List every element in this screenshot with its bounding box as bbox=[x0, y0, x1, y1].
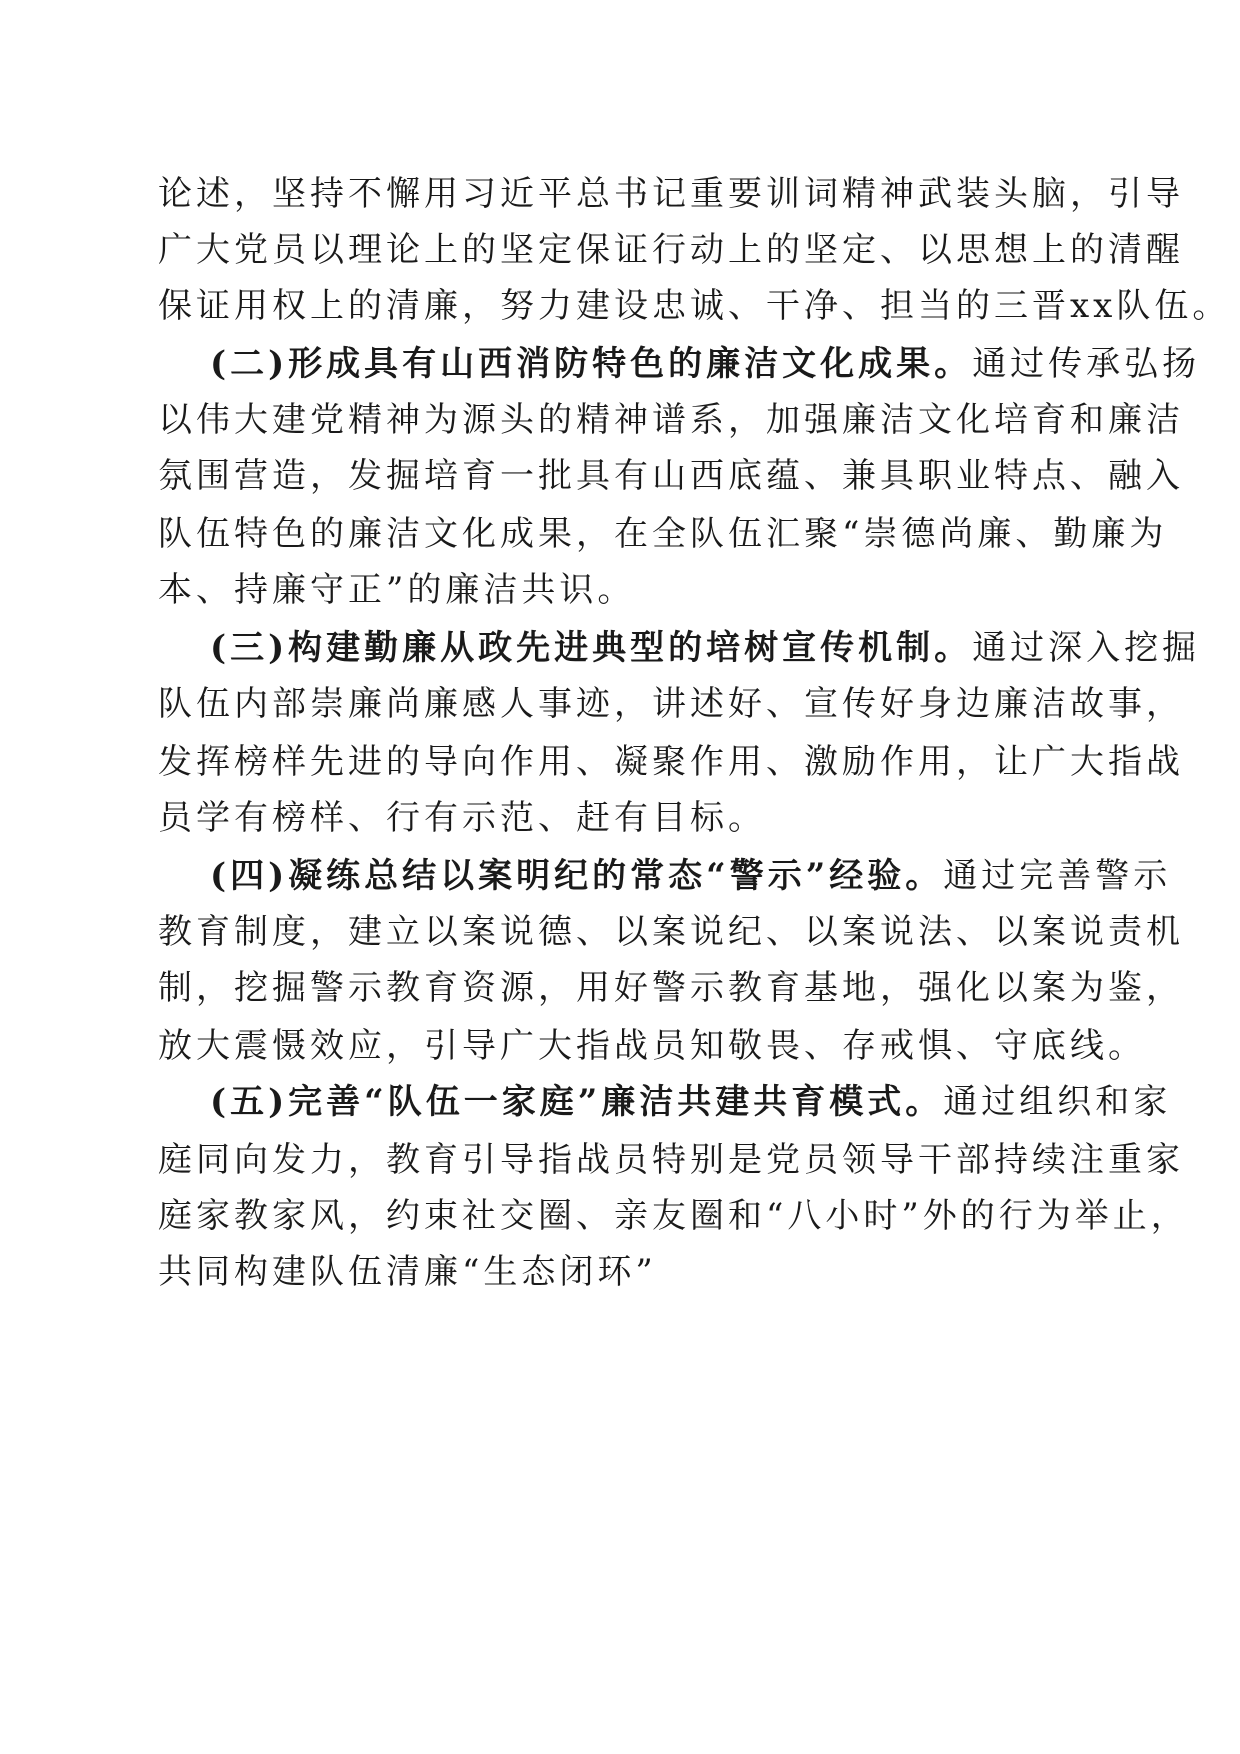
paragraph-2-line-5: 本、持廉守正”的廉洁共识。 bbox=[158, 570, 636, 610]
paragraph-1-line-1: 论述，坚持不懈用习近平总书记重要训词精神武装头脑，引导 bbox=[158, 174, 1184, 214]
paragraph-4-line-3: 制，挖掘警示教育资源，用好警示教育基地，强化以案为鉴， bbox=[158, 968, 1184, 1008]
paragraph-5-line-4: 共同构建队伍清廉“生态闭环” bbox=[158, 1252, 657, 1292]
paragraph-5-text-start: 通过组织和家 bbox=[943, 1082, 1172, 1122]
paragraph-2-line-2: 以伟大建党精神为源头的精神谱系，加强廉洁文化培育和廉洁 bbox=[158, 400, 1184, 440]
paragraph-2-heading: (二)形成具有山西消防特色的廉洁文化成果。 bbox=[210, 344, 973, 384]
paragraph-3-text-start: 通过深入挖掘 bbox=[972, 628, 1201, 668]
paragraph-4-text-start: 通过完善警示 bbox=[943, 856, 1172, 896]
paragraph-4-line-4: 放大震慑效应，引导广大指战员知敬畏、存戒惧、守底线。 bbox=[158, 1026, 1146, 1066]
paragraph-4-line-1 bbox=[210, 854, 1172, 898]
paragraph-2-line-1 bbox=[210, 342, 1201, 386]
paragraph-5-line-1 bbox=[210, 1080, 1172, 1124]
paragraph-3-line-3: 发挥榜样先进的导向作用、凝聚作用、激励作用，让广大指战 bbox=[158, 742, 1184, 782]
paragraph-1-line-3: 保证用权上的清廉，努力建设忠诚、干净、担当的三晋xx队伍。 bbox=[158, 286, 1231, 326]
paragraph-1-line-2: 广大党员以理论上的坚定保证行动上的坚定、以思想上的清醒 bbox=[158, 230, 1184, 270]
paragraph-5-line-3: 庭家教家风，约束社交圈、亲友圈和“八小时”外的行为举止， bbox=[158, 1196, 1189, 1236]
paragraph-5-line-2: 庭同向发力，教育引导指战员特别是党员领导干部持续注重家 bbox=[158, 1140, 1184, 1180]
paragraph-3-line-4: 员学有榜样、行有示范、赶有目标。 bbox=[158, 798, 766, 838]
paragraph-2-line-3: 氛围营造，发掘培育一批具有山西底蕴、兼具职业特点、融入 bbox=[158, 456, 1184, 496]
paragraph-3-heading: (三)构建勤廉从政先进典型的培树宣传机制。 bbox=[210, 628, 973, 668]
paragraph-5-heading: (五)完善“队伍一家庭”廉洁共建共育模式。 bbox=[210, 1082, 944, 1122]
paragraph-3-line-2: 队伍内部崇廉尚廉感人事迹，讲述好、宣传好身边廉洁故事， bbox=[158, 684, 1184, 724]
paragraph-4-line-2: 教育制度，建立以案说德、以案说纪、以案说法、以案说责机 bbox=[158, 912, 1184, 952]
paragraph-4-heading: (四)凝练总结以案明纪的常态“警示”经验。 bbox=[210, 856, 944, 896]
paragraph-2-text-start: 通过传承弘扬 bbox=[972, 344, 1201, 384]
paragraph-2-line-4: 队伍特色的廉洁文化成果，在全队伍汇聚“崇德尚廉、勤廉为 bbox=[158, 514, 1168, 554]
paragraph-3-line-1 bbox=[210, 626, 1201, 670]
